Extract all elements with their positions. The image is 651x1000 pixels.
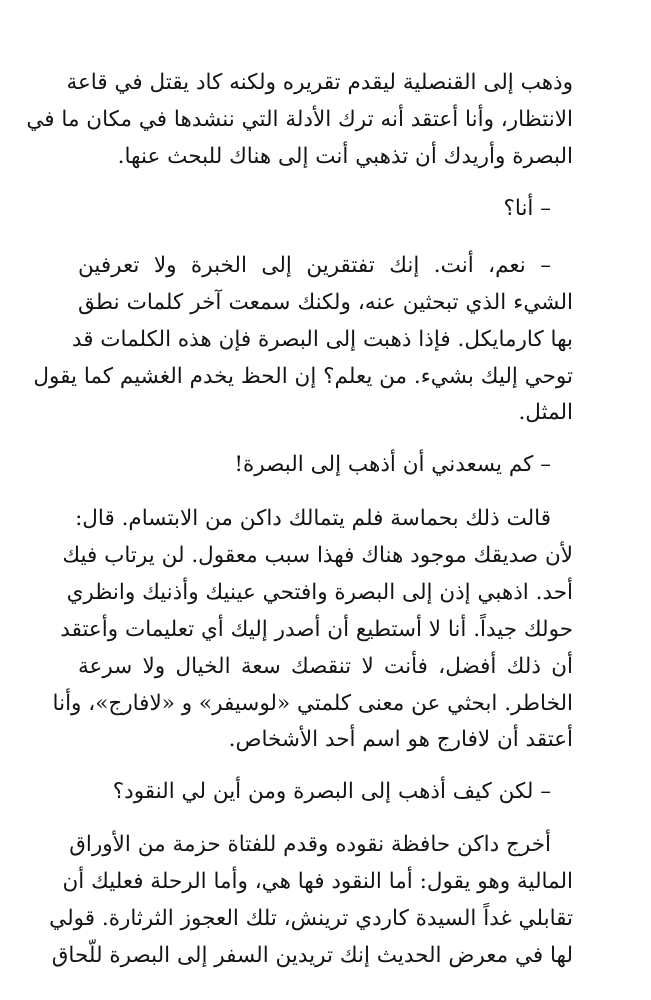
text-line: توحي إليك بشيء. من يعلم؟ إن الحظ يخدم الغشيم كما يقول [33, 364, 573, 389]
text-line: تقابلي غداً السيدة كاردي ترينش، تلك العجوز الثرثارة. قولي [49, 906, 573, 931]
text-line: الانتظار، وأنا أعتقد أنه ترك الأدلة التي ننشدها في مكان ما في [26, 107, 573, 132]
text-line: الخاطر. ابحثي عن معنى كلمتي «لوسيفر» و «لافارج»، وأنا [52, 691, 573, 716]
text-line: البصرة وأريدك أن تذهبي أنت إلى هناك للبحث عنها. [117, 144, 573, 169]
text-line: المثل. [518, 400, 573, 425]
text-line: أن ذلك أفضل، فأنت لا تنقصك سعة الخيال ولا سرعة [78, 654, 573, 679]
text-line: – لكن كيف أذهب إلى البصرة ومن أين لي النقود؟ [112, 779, 551, 804]
text-line: وذهب إلى القنصلية ليقدم تقريره ولكنه كاد يقتل في قاعة [66, 70, 573, 95]
text-line: أعتقد أن لافارج هو اسم أحد الأشخاص. [228, 727, 573, 752]
text-line: أحد. اذهبي إذن إلى البصرة وافتحي عينيك وأذنيك وانظري [66, 580, 573, 605]
text-line: قالت ذلك بحماسة فلم يتمالك داكن من الابتسام. قال: [75, 506, 551, 531]
text-line: – كم يسعدني أن أذهب إلى البصرة! [234, 452, 551, 477]
text-line: – نعم، أنت. إنك تفتقرين إلى الخبرة ولا تعرفين [78, 253, 551, 278]
text-line: لأن صديقك موجود هناك فهذا سبب معقول. لن يرتاب فيك [62, 543, 573, 568]
text-line: بها كارمايكل. فإذا ذهبت إلى البصرة فإن هذه الكلمات قد [71, 327, 573, 352]
text-line: حولك جيداً. أنا لا أستطيع أن أصدر إليك أي تعليمات وأعتقد [60, 617, 573, 642]
text-line: – أنا؟ [503, 196, 551, 221]
text-line: الشيء الذي تبحثين عنه، ولكنك سمعت آخر كلمات نطق [78, 290, 573, 315]
text-line: أخرج داكن حافظة نقوده وقدم للفتاة حزمة من الأوراق [69, 832, 551, 857]
text-line: لها في معرض الحديث إنك تريدين السفر إلى البصرة للّحاق [51, 943, 573, 968]
text-line: المالية وهو يقول: أما النقود فها هي، وأما الرحلة فعليك أن [62, 869, 573, 894]
